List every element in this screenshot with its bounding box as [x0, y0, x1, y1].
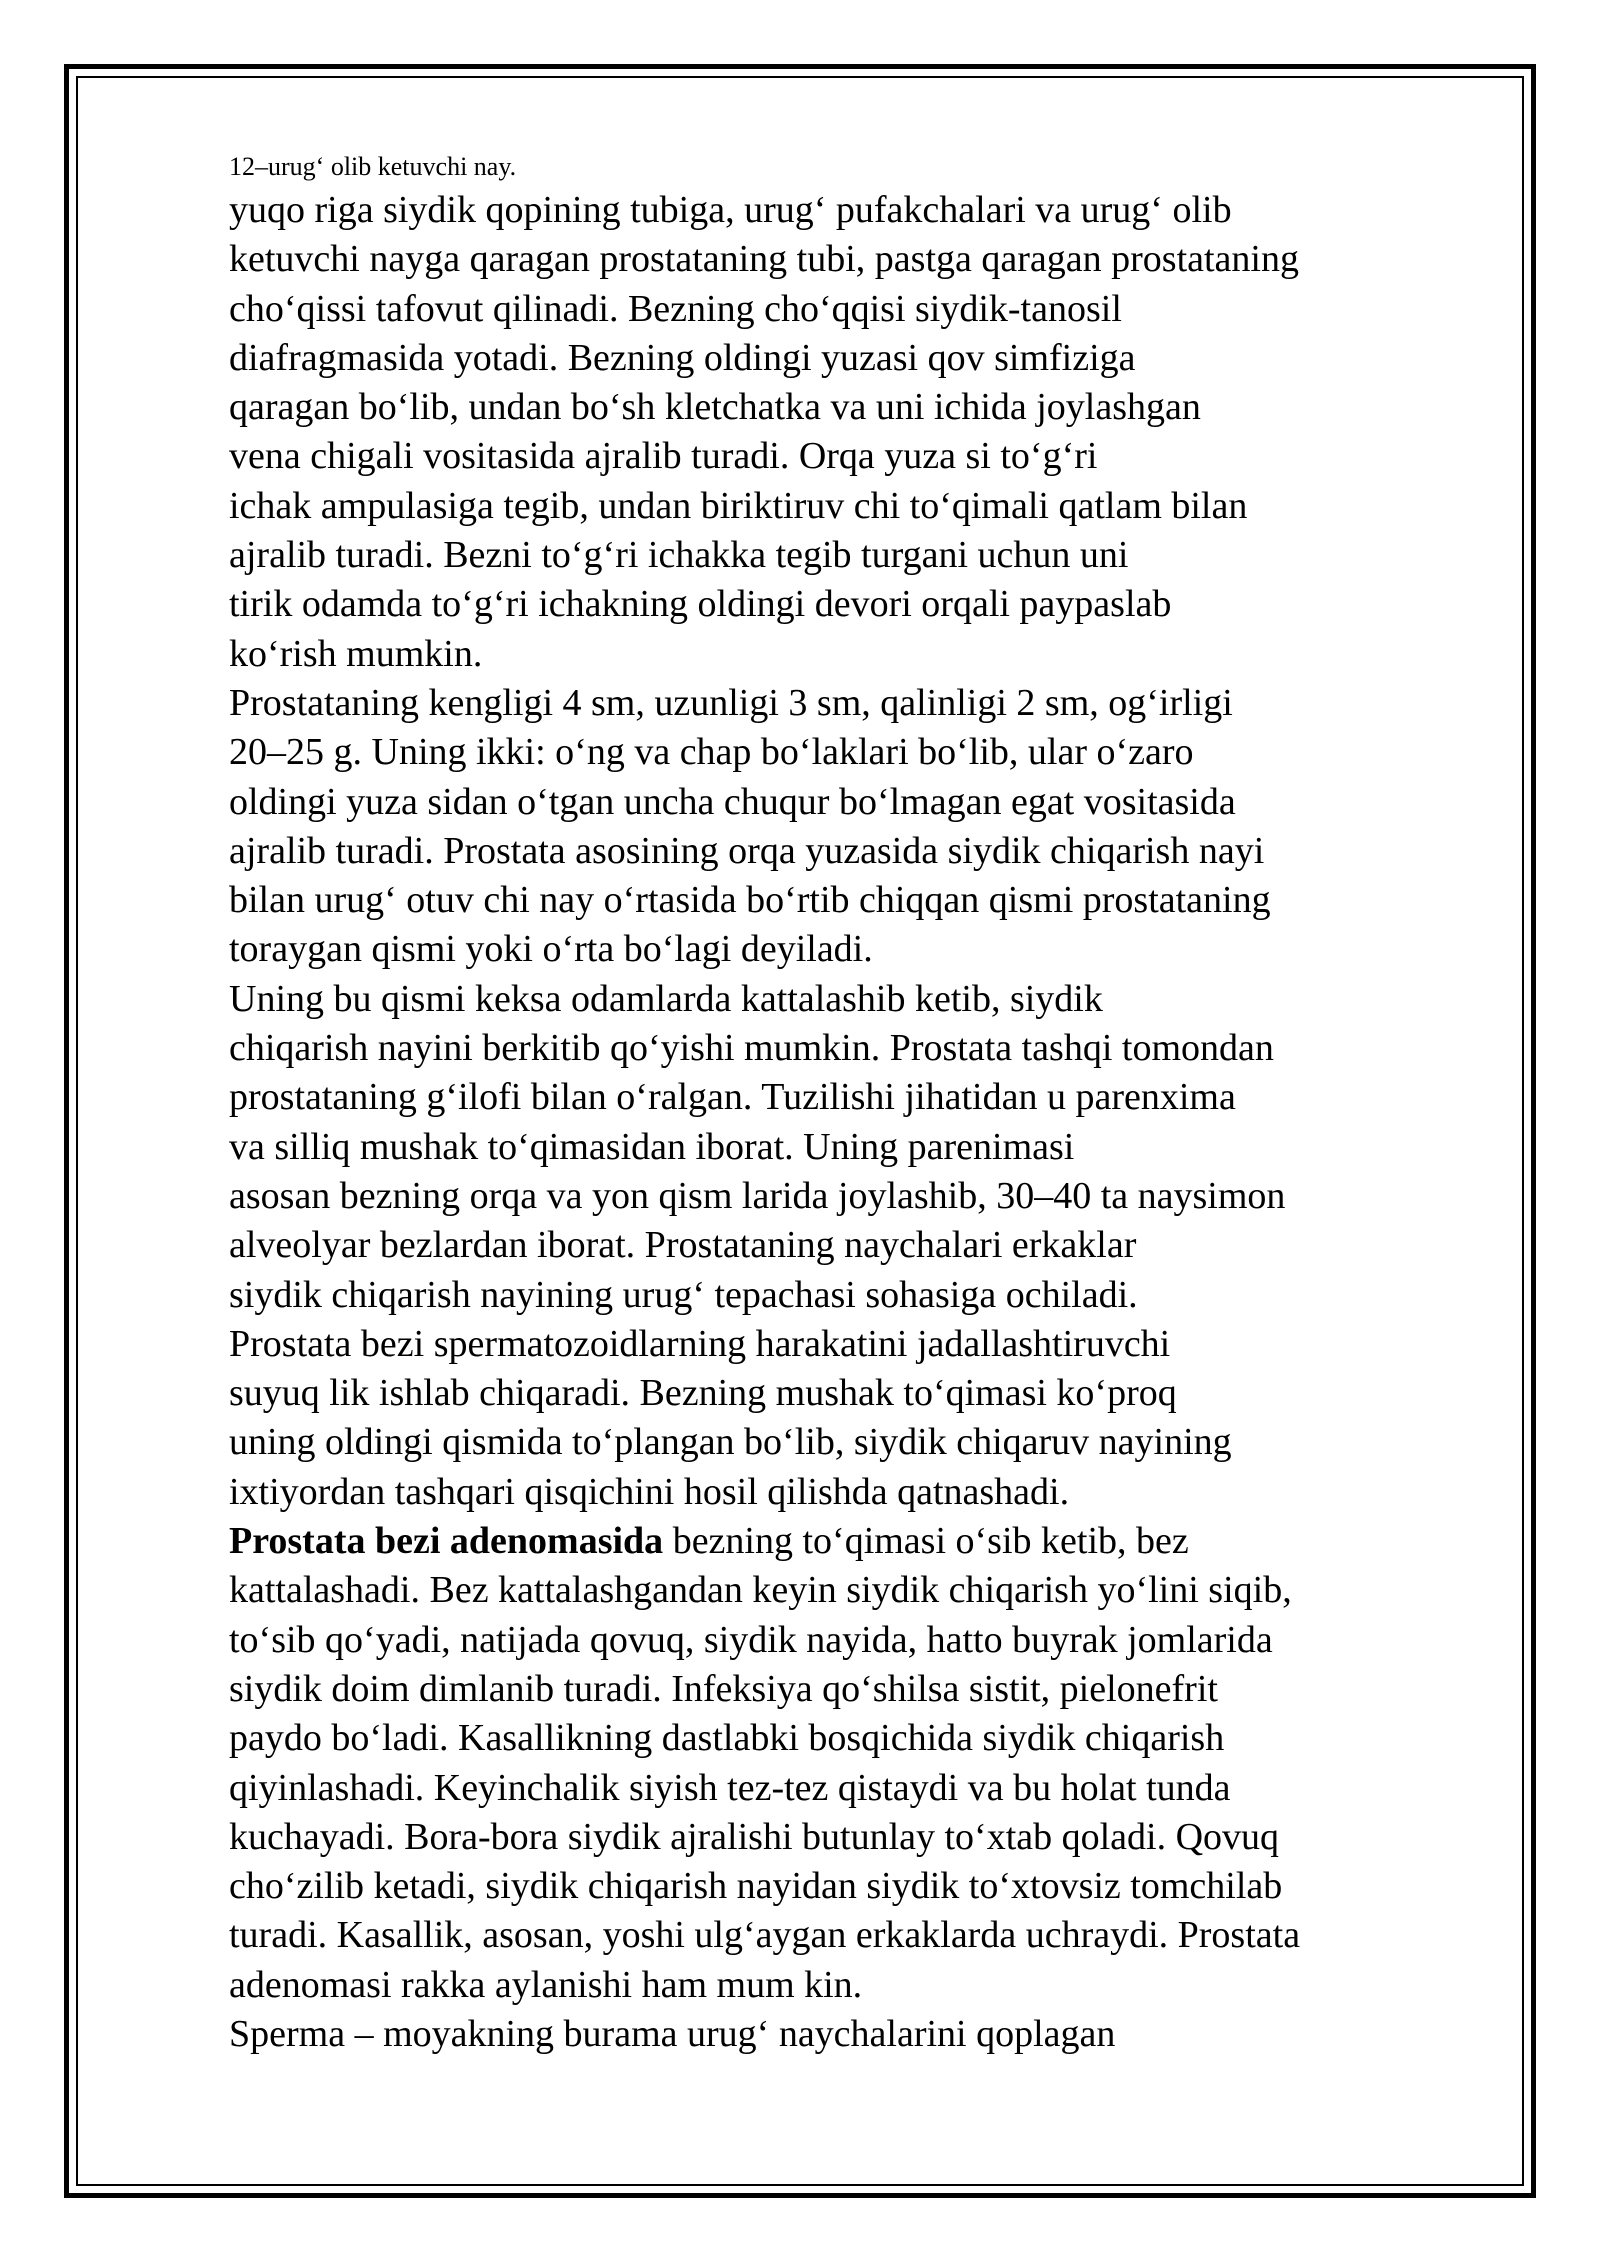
figure-caption: 12–urug‘ olib ketuvchi nay.: [229, 152, 517, 181]
bold-term: Prostata bezi adenomasida: [229, 1520, 664, 1563]
text-line: siydik chiqarish nayining urug‘ tepachasi sohasiga ochiladi.: [229, 1273, 1138, 1316]
text-line: ketuvchi nayga qaragan prostataning tubi, pastga qaragan prostataning: [229, 238, 1299, 281]
text-line: qiyinlashadi. Keyinchalik siyish tez-tez qistaydi va bu holat tunda: [229, 1766, 1231, 1809]
text-line: kattalashadi. Bez kattalashgandan keyin siydik chiqarish yo‘lini siqib,: [229, 1569, 1292, 1612]
text-line: suyuq lik ishlab chiqaradi. Bezning mushak to‘qimasi ko‘proq: [229, 1372, 1177, 1415]
text-line: ajralib turadi. Bezni to‘g‘ri ichakka tegib turgani uchun uni: [229, 534, 1129, 577]
text-line: asosan bezning orqa va yon qism larida joylashib, 30–40 ta naysimon: [229, 1174, 1286, 1217]
text-line: toraygan qismi yoki o‘rta bo‘lagi deyiladi.: [229, 928, 873, 971]
text-line: ko‘rish mumkin.: [229, 632, 483, 675]
paragraph-block: [229, 186, 1459, 2059]
text-line: cho‘zilib ketadi, siydik chiqarish nayidan siydik to‘xtovsiz tomchilab: [229, 1865, 1283, 1908]
text-line: bilan urug‘ otuv chi nay o‘rtasida bo‘rtib chiqqan qismi prostataning: [229, 879, 1271, 922]
text-line: kuchayadi. Bora-bora siydik ajralishi butunlay to‘xtab qoladi. Qovuq: [229, 1815, 1280, 1858]
text-line: chiqarish nayini berkitib qo‘yishi mumkin. Prostata tashqi tomondan: [229, 1027, 1274, 1070]
text-line-rest: bezning to‘qimasi o‘sib ketib, bez: [663, 1520, 1189, 1563]
text-line: qaragan bo‘lib, undan bo‘sh kletchatka va uni ichida joylashgan: [229, 386, 1201, 429]
text-line: va silliq mushak to‘qimasidan iborat. Uning parenimasi: [229, 1125, 1075, 1168]
text-line: 20–25 g. Uning ikki: o‘ng va chap bo‘laklari bo‘lib, ular o‘zaro: [229, 731, 1194, 774]
text-line: prostataning g‘ilofi bilan o‘ralgan. Tuzilishi jihatidan u parenxima: [229, 1076, 1236, 1119]
text-line: siydik doim dimlanib turadi. Infeksiya qo‘shilsa sistit, pielonefrit: [229, 1667, 1218, 1710]
text-line: turadi. Kasallik, asosan, yoshi ulg‘aygan erkaklarda uchraydi. Prostata: [229, 1914, 1301, 1957]
text-line: to‘sib qo‘yadi, natijada qovuq, siydik nayida, hatto buyrak jomlarida: [229, 1618, 1273, 1661]
text-line: ichak ampulasiga tegib, undan biriktiruv chi to‘qimali qatlam bilan: [229, 484, 1248, 527]
text-line: alveolyar bezlardan iborat. Prostataning naychalari erkaklar: [229, 1224, 1137, 1267]
document-body: [229, 150, 1459, 2059]
text-line: diafragmasida yotadi. Bezning oldingi yuzasi qov simfiziga: [229, 336, 1136, 379]
text-line: Sperma – moyakning burama urug‘ naychalarini qoplagan: [229, 2012, 1116, 2055]
text-line: yuqo riga siydik qopining tubiga, urug‘ pufakchalari va urug‘ olib: [229, 189, 1232, 231]
text-line: ixtiyordan tashqari qisqichini hosil qilishda qatnashadi.: [229, 1470, 1070, 1513]
text-line: Prostataning kengligi 4 sm, uzunligi 3 sm, qalinligi 2 sm, og‘irligi: [229, 681, 1233, 724]
text-line-with-bold-term: [229, 1517, 1459, 1566]
text-line: Prostata bezi spermatozoidlarning harakatini jadallashtiruvchi: [229, 1322, 1171, 1365]
text-line: adenomasi rakka aylanishi ham mum kin.: [229, 1963, 863, 2006]
text-line: oldingi yuza sidan o‘tgan uncha chuqur bo‘lmagan egat vositasida: [229, 780, 1236, 823]
text-line: tirik odamda to‘g‘ri ichakning oldingi devori orqali paypaslab: [229, 583, 1172, 626]
text-line: vena chigali vositasida ajralib turadi. Orqa yuza si to‘g‘ri: [229, 435, 1098, 478]
text-line: Uning bu qismi keksa odamlarda kattalashib ketib, siydik: [229, 977, 1103, 1020]
text-line: cho‘qissi tafovut qilinadi. Bezning cho‘qqisi siydik-tanosil: [229, 287, 1122, 330]
text-line: uning oldingi qismida to‘plangan bo‘lib, siydik chiqaruv nayining: [229, 1421, 1232, 1464]
text-line: paydo bo‘ladi. Kasallikning dastlabki bosqichida siydik chiqarish: [229, 1717, 1225, 1760]
text-line: ajralib turadi. Prostata asosining orqa yuzasida siydik chiqarish nayi: [229, 829, 1265, 872]
